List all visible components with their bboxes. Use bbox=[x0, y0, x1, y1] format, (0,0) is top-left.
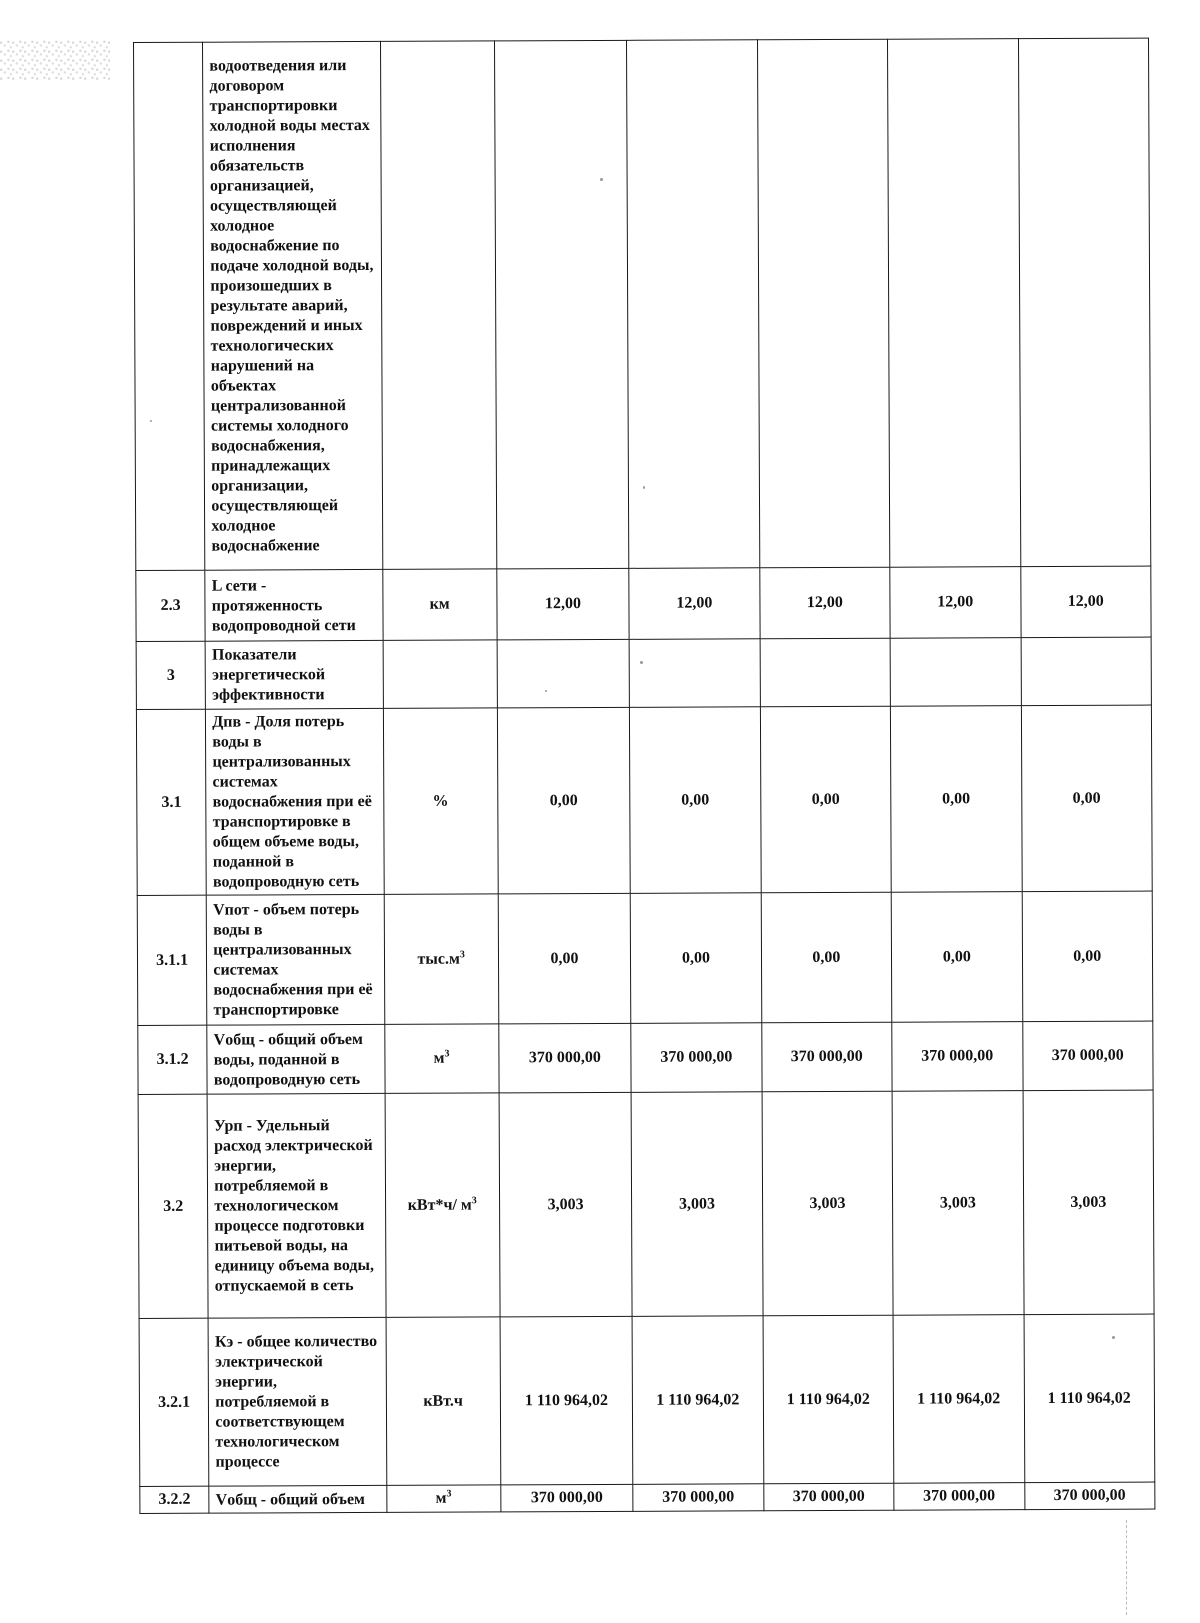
row-number: 3.1.1 bbox=[137, 895, 207, 1025]
unit-superscript: 3 bbox=[471, 1194, 477, 1206]
unit-label: % bbox=[432, 792, 449, 810]
table-row bbox=[140, 1482, 1155, 1513]
table-row bbox=[136, 566, 1151, 641]
section-heading: Показатели энергетической эффективности bbox=[205, 640, 383, 709]
row-number: 3.2.2 bbox=[140, 1486, 209, 1513]
value-cell bbox=[1021, 637, 1152, 706]
unit-label: км bbox=[429, 595, 450, 613]
value-cell: 3,003 bbox=[762, 1091, 893, 1316]
value-cell: 1 110 964,02 bbox=[893, 1315, 1024, 1484]
value-cell bbox=[760, 638, 891, 707]
value-cell: 370 000,00 bbox=[501, 1484, 634, 1512]
unit-superscript: 3 bbox=[446, 1488, 452, 1500]
unit-cell bbox=[383, 708, 498, 894]
row-number: 3.1.2 bbox=[138, 1025, 208, 1094]
value-cell: 1 110 964,02 bbox=[763, 1315, 894, 1484]
value-cell: 3,003 bbox=[631, 1092, 762, 1317]
row-number: 3.2.1 bbox=[139, 1318, 209, 1486]
value-cell: 0,00 bbox=[630, 707, 761, 894]
value-cell: 3,003 bbox=[1023, 1090, 1154, 1315]
unit-cell bbox=[386, 1317, 501, 1485]
value-cell bbox=[757, 39, 890, 568]
indicator-description: Дпв - Доля потерь воды в централизованных системах водоснабжения при её транспортировке в общем объеме воды, поданной в водопроводную сеть bbox=[206, 708, 384, 895]
value-cell: 12,00 bbox=[890, 567, 1021, 639]
value-cell bbox=[888, 39, 1021, 568]
value-cell: 0,00 bbox=[890, 706, 1021, 893]
unit-superscript: 3 bbox=[459, 948, 465, 960]
unit-superscript: 3 bbox=[444, 1048, 450, 1060]
unit-label: м bbox=[435, 1489, 447, 1507]
value-cell: 370 000,00 bbox=[633, 1484, 764, 1512]
value-cell: 370 000,00 bbox=[499, 1023, 632, 1093]
indicator-description: Урп - Удельный расход электрической энергии, потребляемой в технологическом процессе подготовки питьевой воды, на единицу объема воды, отпускаемой в сеть bbox=[207, 1093, 385, 1318]
table-row bbox=[136, 637, 1151, 709]
unit-cell bbox=[385, 1093, 500, 1317]
unit-cell bbox=[386, 1485, 500, 1512]
value-cell: 0,00 bbox=[760, 706, 891, 893]
row-number bbox=[134, 42, 206, 570]
scan-edge-mark bbox=[1126, 1520, 1128, 1615]
unit-label: тыс.м bbox=[417, 950, 460, 968]
unit-cell bbox=[384, 1024, 498, 1093]
value-cell: 3,003 bbox=[499, 1092, 632, 1317]
value-cell: 1 110 964,02 bbox=[632, 1316, 763, 1485]
value-cell bbox=[890, 638, 1021, 707]
table-row bbox=[134, 38, 1151, 570]
value-cell: 370 000,00 bbox=[631, 1023, 762, 1093]
indicator-description: Vобщ - общий объем bbox=[209, 1485, 386, 1513]
value-cell: 0,00 bbox=[630, 893, 761, 1024]
value-cell bbox=[629, 639, 760, 708]
value-cell: 370 000,00 bbox=[892, 1022, 1023, 1092]
row-number: 3.1 bbox=[136, 709, 206, 895]
indicator-description: Vобщ - общий объем воды, поданной в водопроводную сеть bbox=[207, 1024, 385, 1094]
indicator-description: L сети - протяженность водопроводной сети bbox=[205, 569, 383, 641]
value-cell: 0,00 bbox=[761, 892, 892, 1023]
value-cell: 1 110 964,02 bbox=[1024, 1314, 1155, 1483]
table-row bbox=[138, 1090, 1154, 1318]
value-cell: 370 000,00 bbox=[763, 1483, 894, 1511]
row-number: 2.3 bbox=[136, 570, 206, 641]
table-row bbox=[139, 1314, 1155, 1486]
value-cell: 12,00 bbox=[629, 568, 760, 640]
value-cell: 1 110 964,02 bbox=[500, 1316, 633, 1485]
row-number: 3 bbox=[136, 641, 206, 709]
value-cell: 0,00 bbox=[1021, 705, 1152, 892]
indicator-description: водоотведения или договором транспортировки холодной воды местах исполнения обязательств организацией, осуществляющей холодное водоснабжение по подаче холодной воды, произошедших в результате аварий, повреждений и иных технологических нарушений на объектах централизованной системы холодного водоснабжения, принадлежащих организации, осуществляющей холодное водоснабжение bbox=[203, 41, 383, 570]
unit-cell bbox=[380, 41, 496, 569]
scan-noise bbox=[0, 40, 110, 80]
value-cell: 370 000,00 bbox=[1022, 1021, 1153, 1091]
value-cell: 12,00 bbox=[1020, 566, 1151, 638]
value-cell: 0,00 bbox=[498, 893, 631, 1024]
row-number: 3.2 bbox=[138, 1094, 208, 1318]
indicator-description: Кэ - общее количество электрической энергии, потребляемой в соответствующем технологическом процессе bbox=[208, 1317, 386, 1486]
unit-label: кВт.ч bbox=[423, 1392, 463, 1410]
value-cell bbox=[627, 40, 760, 569]
value-cell: 0,00 bbox=[891, 892, 1022, 1023]
value-cell bbox=[497, 639, 630, 708]
value-cell: 370 000,00 bbox=[761, 1022, 892, 1092]
value-cell: 12,00 bbox=[497, 568, 630, 640]
value-cell: 3,003 bbox=[892, 1091, 1023, 1316]
value-cell bbox=[1018, 38, 1151, 567]
table-row bbox=[136, 705, 1152, 895]
indicators-table bbox=[133, 38, 1155, 1514]
unit-cell bbox=[383, 640, 497, 708]
unit-label: м bbox=[433, 1049, 445, 1067]
table-row bbox=[138, 1021, 1153, 1094]
table-row bbox=[137, 891, 1153, 1025]
unit-label: кВт*ч/ м bbox=[407, 1196, 472, 1214]
indicator-description: Vпот - объем потерь воды в централизованных системах водоснабжения при её транспортировке bbox=[207, 894, 385, 1025]
value-cell: 0,00 bbox=[497, 707, 630, 894]
value-cell: 370 000,00 bbox=[1024, 1482, 1155, 1510]
value-cell: 12,00 bbox=[759, 567, 890, 639]
unit-cell bbox=[384, 894, 499, 1024]
value-cell bbox=[494, 40, 629, 569]
unit-cell bbox=[382, 569, 496, 640]
value-cell: 370 000,00 bbox=[894, 1483, 1025, 1511]
value-cell: 0,00 bbox=[1022, 891, 1153, 1022]
